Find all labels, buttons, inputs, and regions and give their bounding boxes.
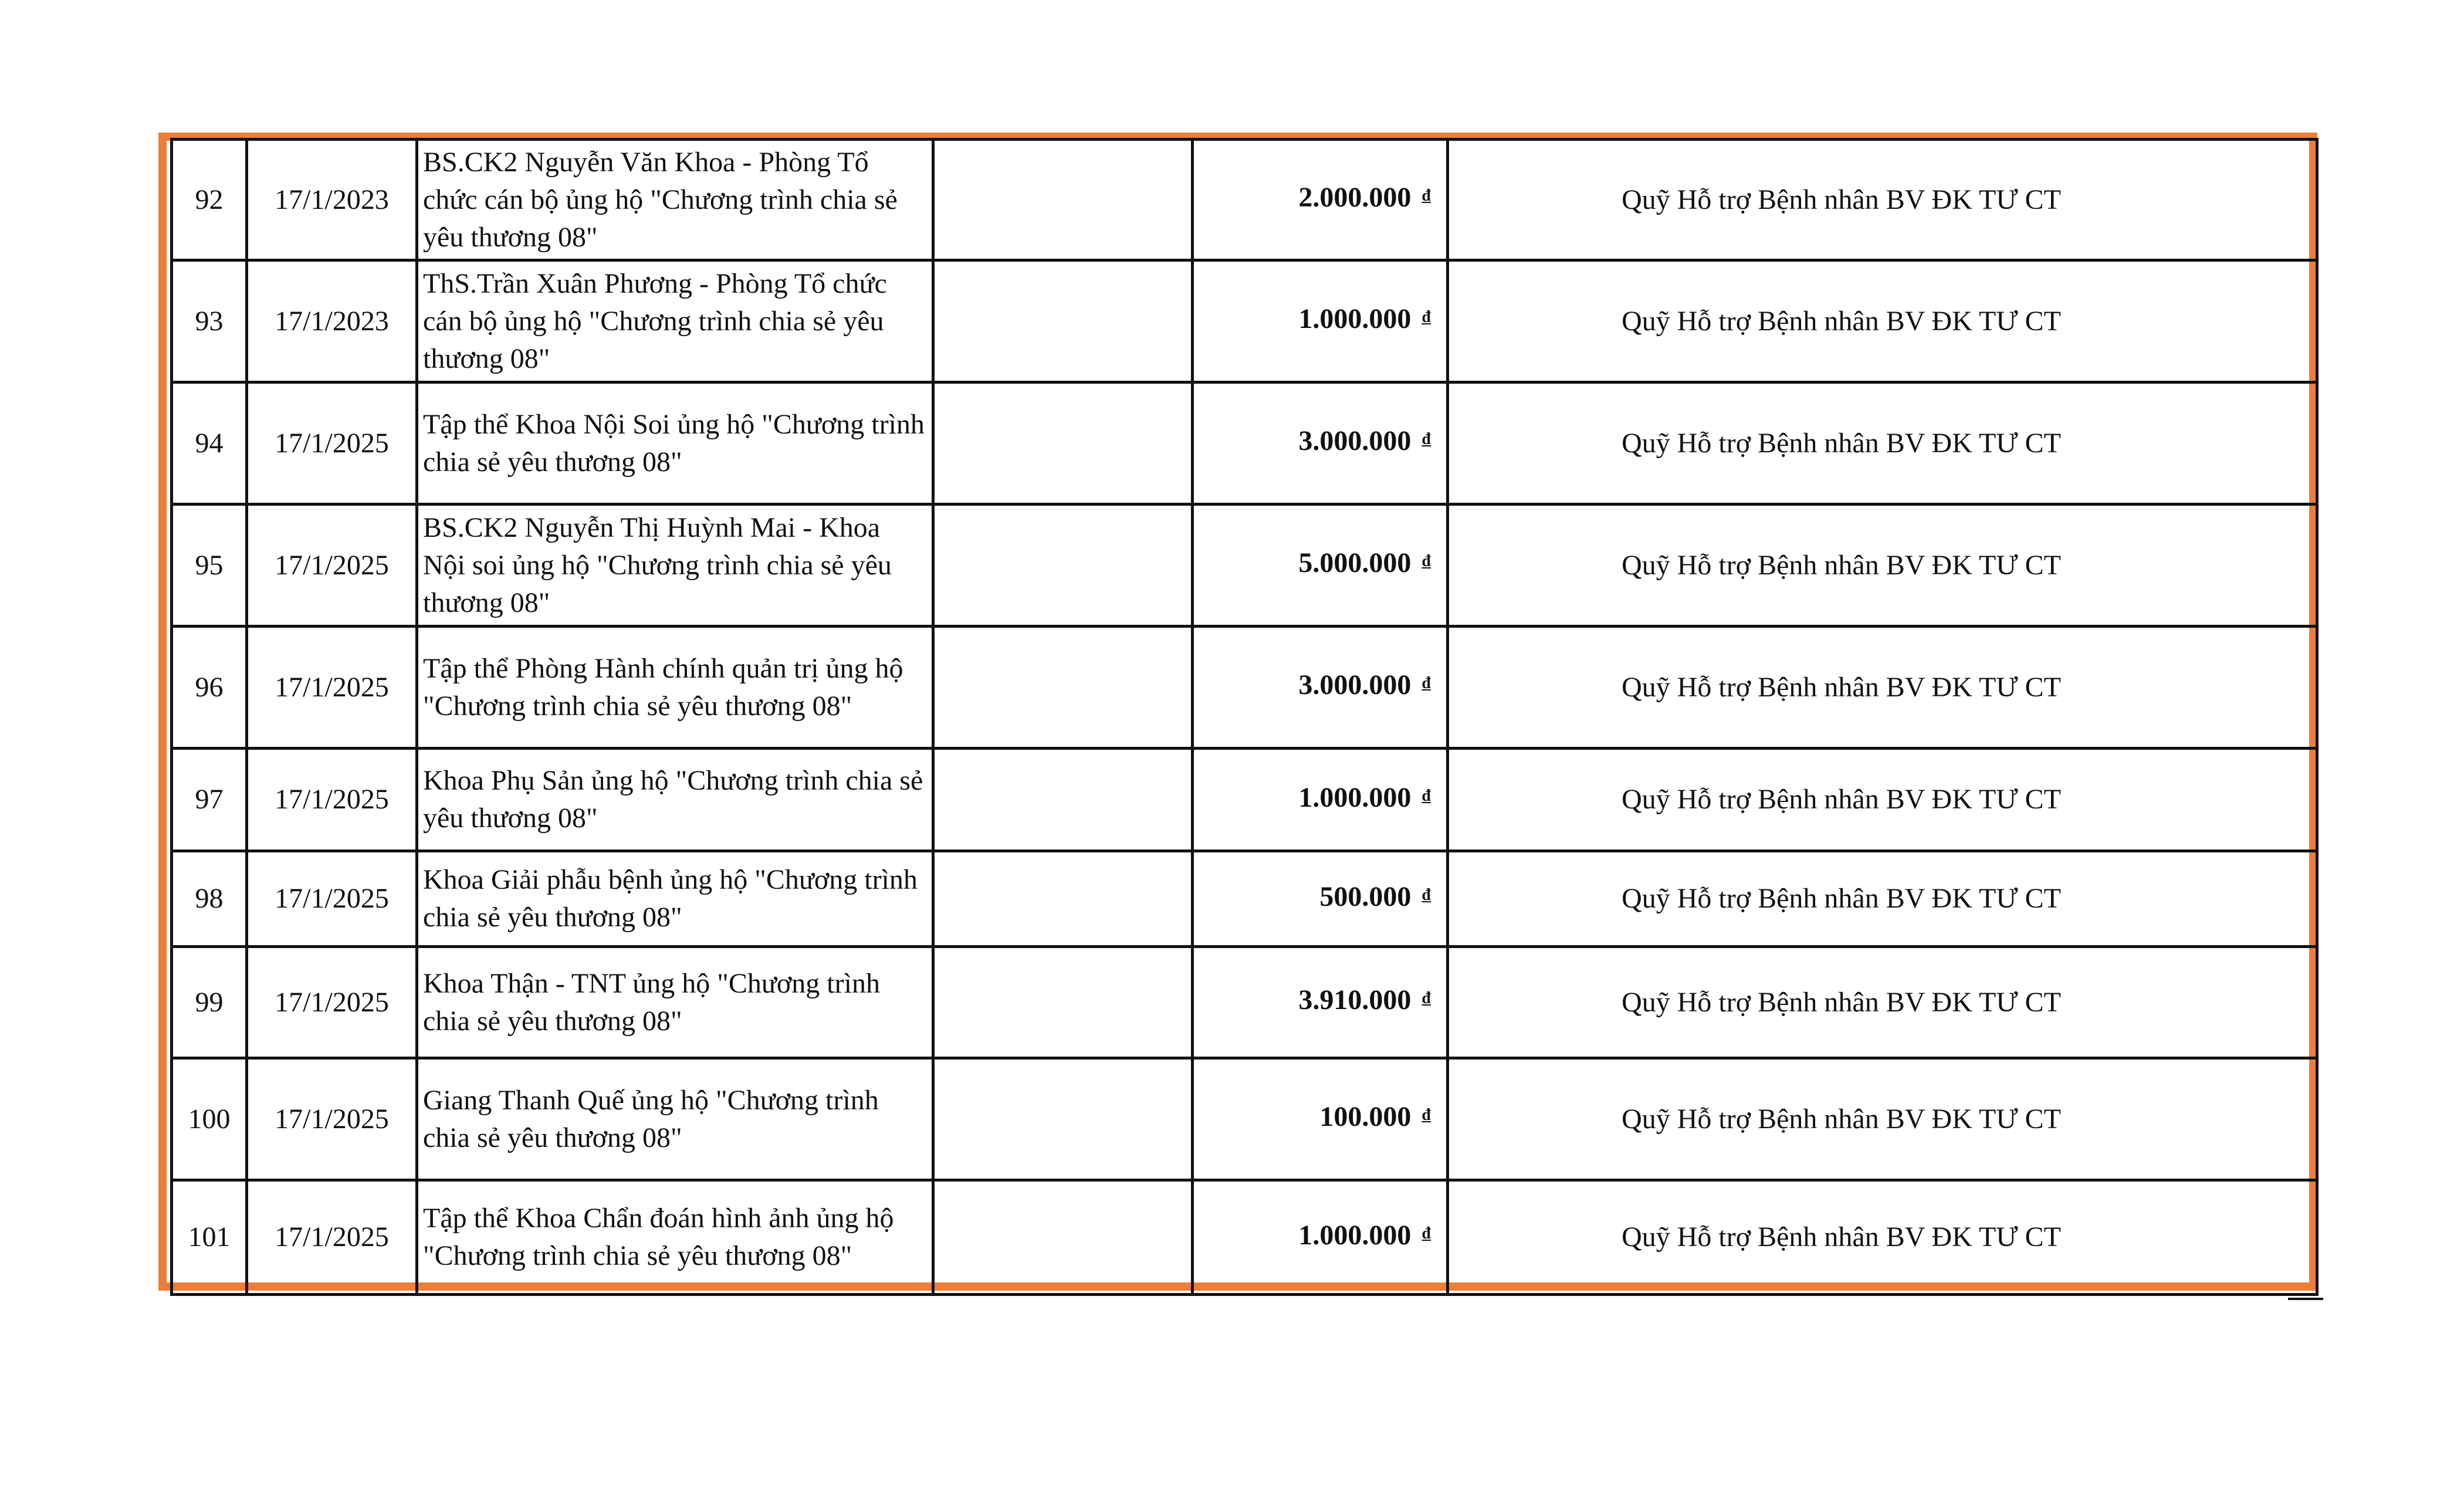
row-note [933, 140, 1193, 260]
row-amount: 500.000 [1319, 881, 1412, 912]
row-date: 17/1/2025 [247, 851, 417, 947]
currency-symbol: đ [1421, 674, 1431, 692]
row-date: 17/1/2023 [247, 140, 417, 260]
table-row [172, 1180, 2317, 1295]
row-date: 17/1/2025 [247, 1058, 417, 1180]
row-amount-cell [1193, 505, 1448, 627]
row-number: 97 [172, 749, 247, 851]
row-amount-cell [1193, 1058, 1448, 1180]
table-row [172, 749, 2317, 851]
row-amount-cell [1193, 1180, 1448, 1295]
row-description: ThS.Trần Xuân Phương - Phòng Tổ chức cán bộ ủng hộ "Chương trình chia sẻ yêu thương 08" [417, 260, 933, 383]
row-amount: 2.000.000 [1298, 182, 1412, 213]
row-amount: 1.000.000 [1298, 781, 1412, 813]
row-amount-cell [1193, 140, 1448, 260]
row-amount-cell [1193, 260, 1448, 383]
currency-symbol: đ [1421, 885, 1431, 904]
row-number: 93 [172, 260, 247, 383]
currency-symbol: đ [1421, 786, 1431, 805]
row-note [933, 1180, 1193, 1295]
row-description: Khoa Giải phẫu bệnh ủng hộ "Chương trình chia sẻ yêu thương 08" [417, 851, 933, 947]
row-note [933, 1058, 1193, 1180]
row-description: Tập thể Khoa Chẩn đoán hình ảnh ủng hộ "Chương trình chia sẻ yêu thương 08" [417, 1180, 933, 1295]
row-description: Khoa Thận - TNT ủng hộ "Chương trình chia sẻ yêu thương 08" [417, 947, 933, 1058]
row-number: 96 [172, 627, 247, 749]
row-fund: Quỹ Hỗ trợ Bệnh nhân BV ĐK TƯ CT [1448, 383, 2317, 505]
row-note [933, 947, 1193, 1058]
table-row [172, 947, 2317, 1058]
row-amount-cell [1193, 749, 1448, 851]
row-amount: 1.000.000 [1298, 303, 1412, 334]
table-row [172, 383, 2317, 505]
row-date: 17/1/2025 [247, 749, 417, 851]
table-row [172, 260, 2317, 383]
row-note [933, 749, 1193, 851]
row-note [933, 383, 1193, 505]
row-number: 92 [172, 140, 247, 260]
currency-symbol: đ [1421, 1224, 1431, 1243]
row-note [933, 627, 1193, 749]
row-description: Giang Thanh Quế ủng hộ "Chương trình chia sẻ yêu thương 08" [417, 1058, 933, 1180]
table-row [172, 627, 2317, 749]
row-fund: Quỹ Hỗ trợ Bệnh nhân BV ĐK TƯ CT [1448, 1058, 2317, 1180]
table-row [172, 1058, 2317, 1180]
table-row [172, 505, 2317, 627]
row-fund: Quỹ Hỗ trợ Bệnh nhân BV ĐK TƯ CT [1448, 851, 2317, 947]
row-note [933, 505, 1193, 627]
row-fund: Quỹ Hỗ trợ Bệnh nhân BV ĐK TƯ CT [1448, 1180, 2317, 1295]
table-bottom-rule [2288, 1298, 2323, 1300]
row-amount-cell [1193, 947, 1448, 1058]
row-amount-cell [1193, 627, 1448, 749]
row-number: 101 [172, 1180, 247, 1295]
currency-symbol: đ [1421, 989, 1431, 1007]
row-fund: Quỹ Hỗ trợ Bệnh nhân BV ĐK TƯ CT [1448, 140, 2317, 260]
row-amount: 3.000.000 [1298, 425, 1412, 456]
row-number: 99 [172, 947, 247, 1058]
row-description: Tập thể Khoa Nội Soi ủng hộ "Chương trình chia sẻ yêu thương 08" [417, 383, 933, 505]
row-date: 17/1/2025 [247, 505, 417, 627]
table-row [172, 140, 2317, 260]
table-row [172, 851, 2317, 947]
row-description: BS.CK2 Nguyễn Văn Khoa - Phòng Tổ chức cán bộ ủng hộ "Chương trình chia sẻ yêu thương 08" [417, 140, 933, 260]
row-description: BS.CK2 Nguyễn Thị Huỳnh Mai - Khoa Nội soi ủng hộ "Chương trình chia sẻ yêu thương 08" [417, 505, 933, 627]
row-amount: 1.000.000 [1298, 1219, 1412, 1251]
row-date: 17/1/2025 [247, 947, 417, 1058]
row-number: 94 [172, 383, 247, 505]
row-number: 95 [172, 505, 247, 627]
row-date: 17/1/2025 [247, 383, 417, 505]
row-number: 98 [172, 851, 247, 947]
row-date: 17/1/2025 [247, 1180, 417, 1295]
currency-symbol: đ [1421, 430, 1431, 448]
currency-symbol: đ [1421, 1106, 1431, 1124]
row-description: Tập thể Phòng Hành chính quản trị ủng hộ "Chương trình chia sẻ yêu thương 08" [417, 627, 933, 749]
row-number: 100 [172, 1058, 247, 1180]
row-fund: Quỹ Hỗ trợ Bệnh nhân BV ĐK TƯ CT [1448, 505, 2317, 627]
row-fund: Quỹ Hỗ trợ Bệnh nhân BV ĐK TƯ CT [1448, 260, 2317, 383]
row-fund: Quỹ Hỗ trợ Bệnh nhân BV ĐK TƯ CT [1448, 627, 2317, 749]
row-note [933, 851, 1193, 947]
row-amount-cell [1193, 383, 1448, 505]
currency-symbol: đ [1421, 187, 1431, 205]
row-date: 17/1/2025 [247, 627, 417, 749]
row-amount: 3.910.000 [1298, 984, 1412, 1016]
row-amount-cell [1193, 851, 1448, 947]
row-fund: Quỹ Hỗ trợ Bệnh nhân BV ĐK TƯ CT [1448, 749, 2317, 851]
row-date: 17/1/2023 [247, 260, 417, 383]
currency-symbol: đ [1421, 552, 1431, 570]
row-note [933, 260, 1193, 383]
currency-symbol: đ [1421, 308, 1431, 326]
row-fund: Quỹ Hỗ trợ Bệnh nhân BV ĐK TƯ CT [1448, 947, 2317, 1058]
row-amount: 5.000.000 [1298, 547, 1412, 578]
row-description: Khoa Phụ Sản ủng hộ "Chương trình chia sẻ yêu thương 08" [417, 749, 933, 851]
row-amount: 3.000.000 [1298, 669, 1412, 700]
row-amount: 100.000 [1319, 1101, 1412, 1132]
donation-table [170, 138, 2319, 1296]
